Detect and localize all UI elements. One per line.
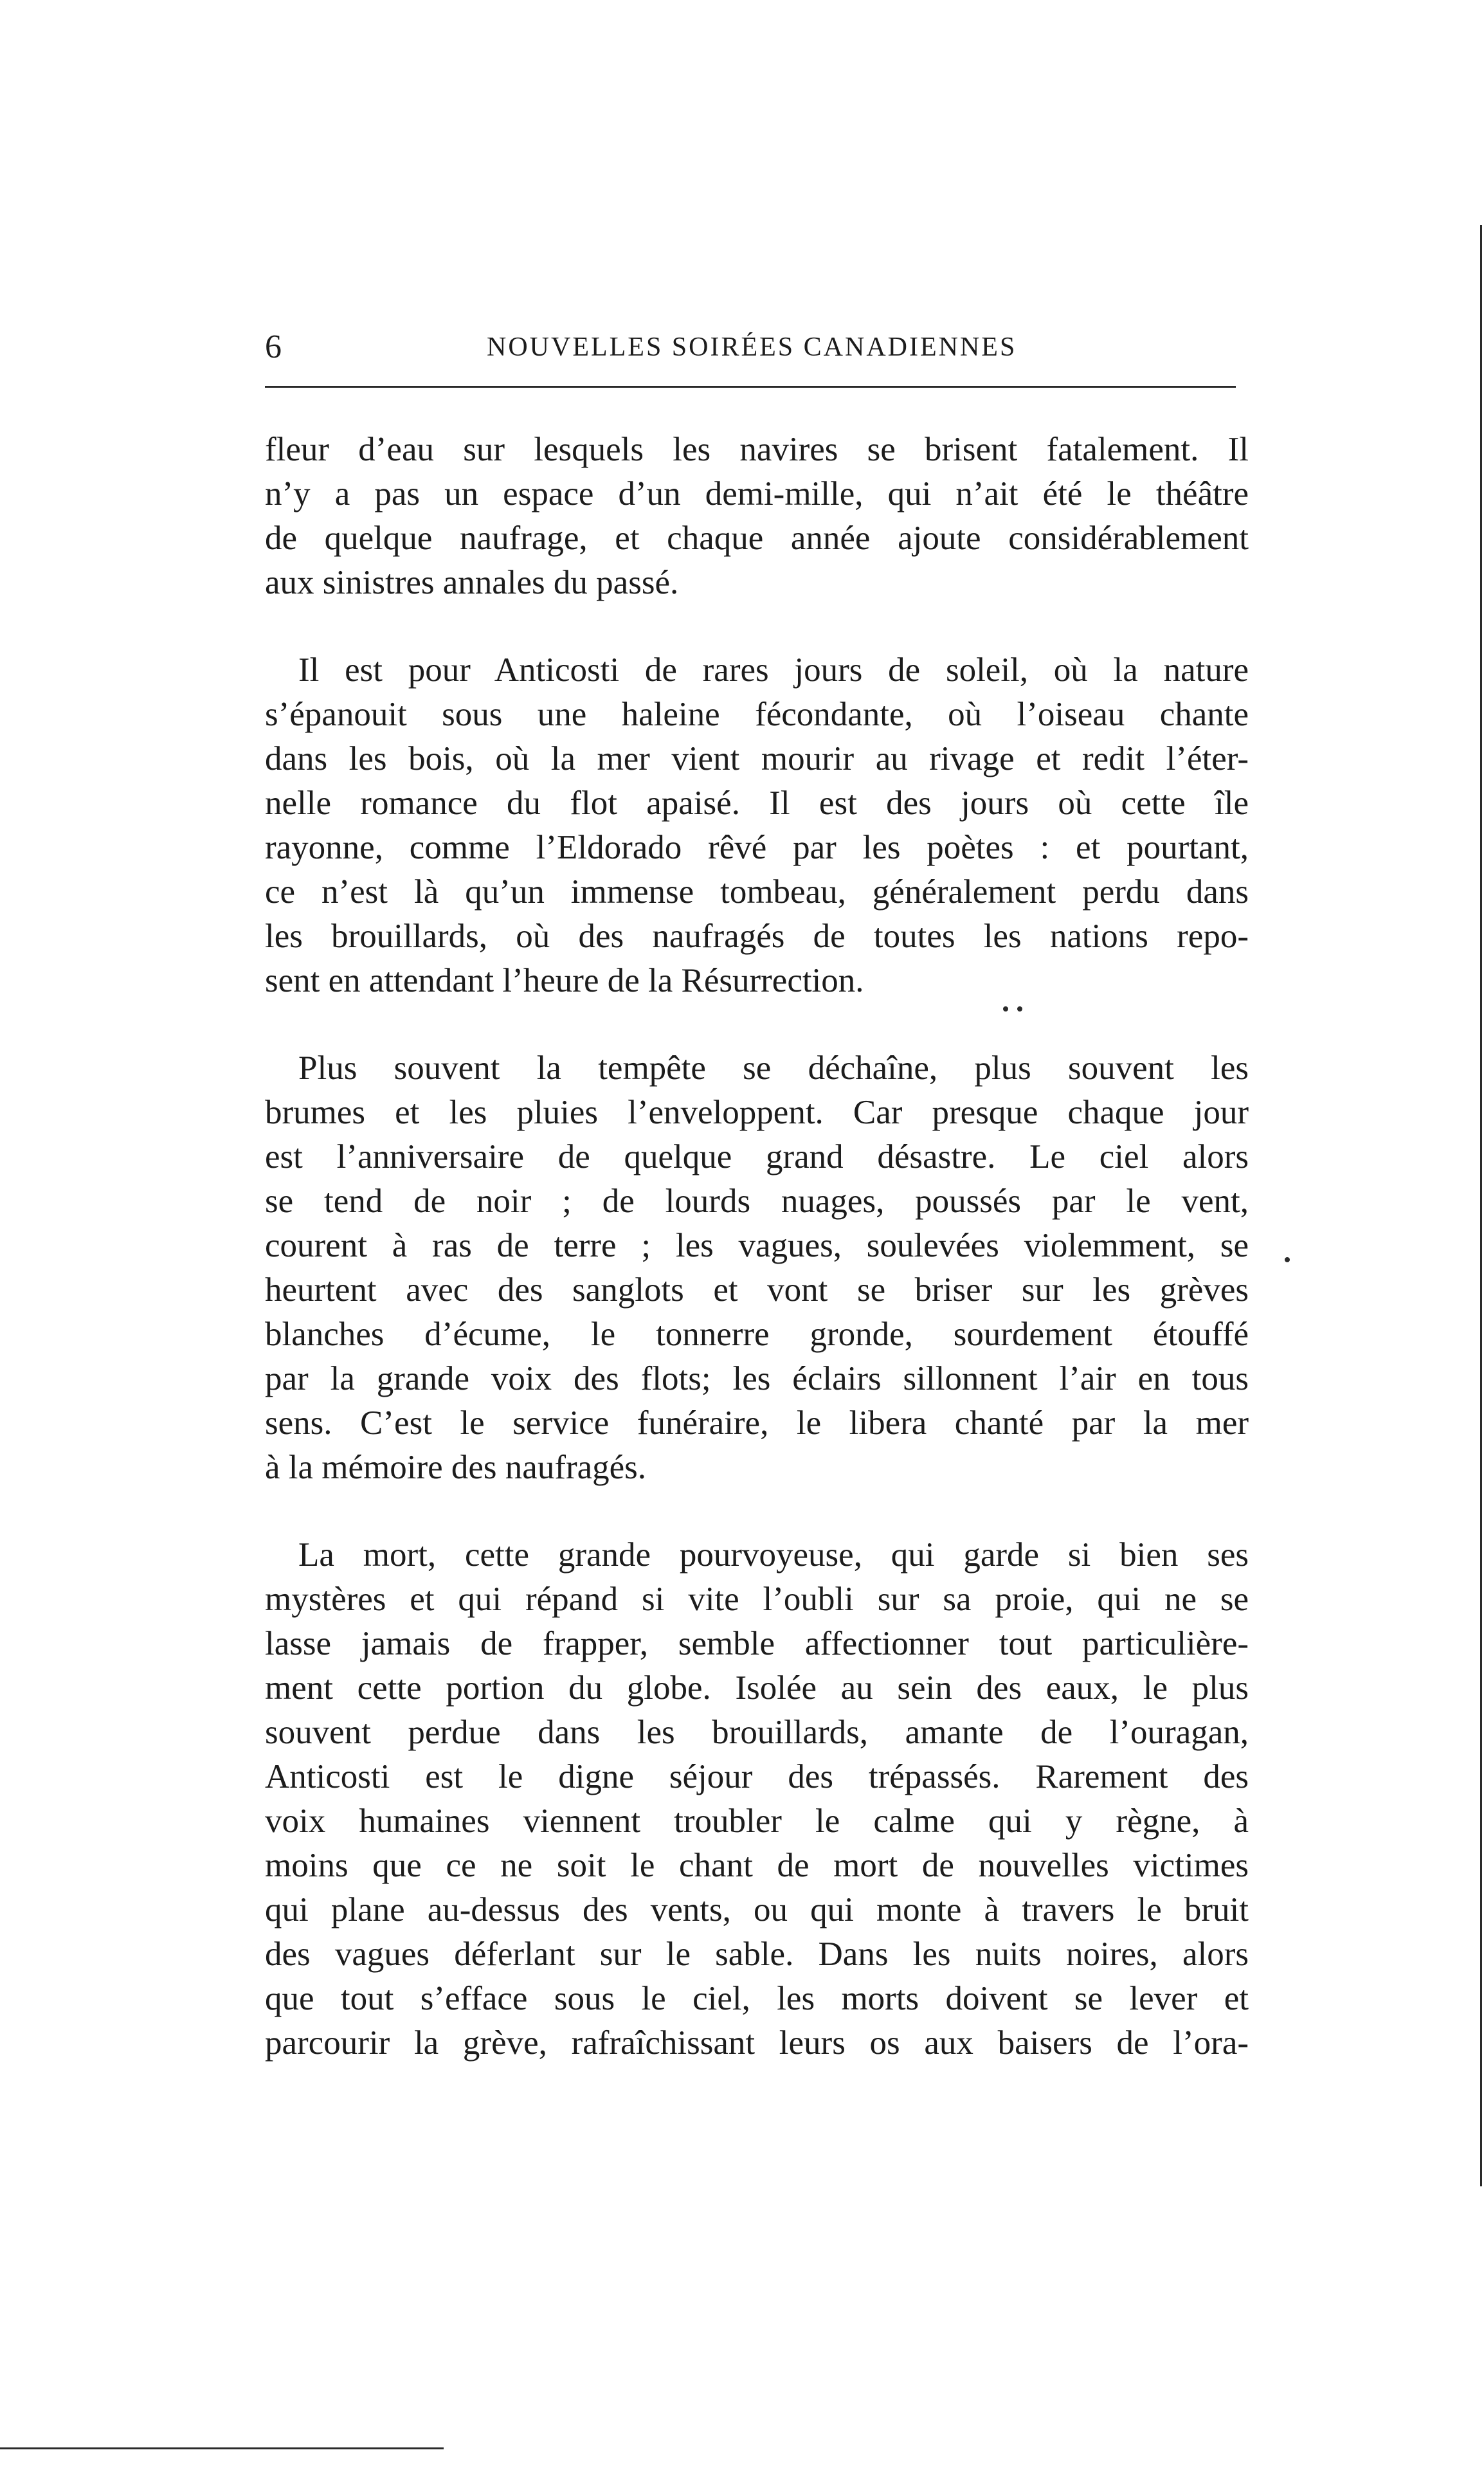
paragraph-4 (265, 1533, 1249, 2065)
text-line: heurtent avec des sanglots et vont se briser sur les grèves (265, 1271, 1249, 1309)
text-line: à la mémoire des naufragés. (265, 1449, 647, 1486)
header-rule (265, 386, 1236, 388)
text-line: voix humaines viennent troubler le calme qui y règne, à (265, 1802, 1249, 1840)
text-line: des vagues déferlant sur le sable. Dans les nuits noires, alors (265, 1936, 1249, 1973)
text-line: rayonne, comme l’Eldorado rêvé par les poètes : et pourtant, (265, 829, 1249, 866)
running-head (265, 325, 1249, 370)
text-line: lasse jamais de frapper, semble affectionner tout particulière- (265, 1625, 1249, 1662)
text-line: n’y a pas un espace d’un demi-mille, qui n’ait été le théâtre (265, 475, 1249, 513)
text-line: aux sinistres annales du passé. (265, 564, 679, 601)
page-number: 6 (265, 329, 282, 365)
text-line: parcourir la grève, rafraîchissant leurs os aux baisers de l’ora- (265, 2024, 1249, 2062)
text-line: que tout s’efface sous le ciel, les morts doivent se lever et (265, 1980, 1249, 2017)
text-line: sens. C’est le service funéraire, le libera chanté par la mer (265, 1404, 1249, 1442)
book-page (265, 325, 1249, 2062)
ink-speck (1017, 1006, 1022, 1012)
text-line: Anticosti est le digne séjour des trépassés. Rarement des (265, 1758, 1249, 1795)
text-line: courent à ras de terre ; les vagues, soulevées violemment, se (265, 1227, 1249, 1264)
running-title: NOUVELLES SOIRÉES CANADIENNES (487, 332, 1017, 362)
ink-speck (1285, 1257, 1290, 1262)
text-line: La mort, cette grande pourvoyeuse, qui garde si bien ses (298, 1536, 1249, 1574)
ink-speck (1003, 1006, 1008, 1012)
text-line: mystères et qui répand si vite l’oubli sur sa proie, qui ne se (265, 1581, 1249, 1618)
text-line: moins que ce ne soit le chant de mort de nouvelles victimes (265, 1847, 1249, 1884)
body-text (265, 428, 1249, 2109)
text-line: s’épanouit sous une haleine fécondante, où l’oiseau chante (265, 696, 1249, 733)
text-line: qui plane au-dessus des vents, ou qui monte à travers le bruit (265, 1891, 1249, 1928)
text-line: ment cette portion du globe. Isolée au sein des eaux, le plus (265, 1669, 1249, 1707)
text-line: nelle romance du flot apaisé. Il est des jours où cette île (265, 785, 1249, 822)
text-line: de quelque naufrage, et chaque année ajoute considérablement (265, 520, 1249, 557)
text-line: fleur d’eau sur lesquels les navires se brisent fatalement. Il (265, 431, 1249, 468)
text-line: blanches d’écume, le tonnerre gronde, sourdement étouffé (265, 1316, 1249, 1353)
text-line: Plus souvent la tempête se déchaîne, plus souvent les (298, 1049, 1249, 1087)
text-line: ce n’est là qu’un immense tombeau, généralement perdu dans (265, 873, 1249, 911)
scan-edge-line-right (1480, 225, 1482, 2186)
text-line: est l’anniversaire de quelque grand désastre. Le ciel alors (265, 1138, 1249, 1175)
text-line: par la grande voix des flots; les éclairs sillonnent l’air en tous (265, 1360, 1249, 1397)
text-line: dans les bois, où la mer vient mourir au rivage et redit l’éter- (265, 740, 1249, 777)
text-line: se tend de noir ; de lourds nuages, poussés par le vent, (265, 1183, 1249, 1220)
scan-edge-line-bottom (0, 2447, 444, 2449)
text-line: brumes et les pluies l’enveloppent. Car presque chaque jour (265, 1094, 1249, 1131)
paragraph-1 (265, 428, 1249, 605)
paragraph-3 (265, 1046, 1249, 1490)
paragraph-2 (265, 648, 1249, 1003)
text-line: Il est pour Anticosti de rares jours de soleil, où la nature (298, 651, 1249, 689)
text-line: les brouillards, où des naufragés de toutes les nations repo- (265, 918, 1249, 955)
text-line: sent en attendant l’heure de la Résurrection. (265, 962, 864, 999)
text-line: souvent perdue dans les brouillards, amante de l’ouragan, (265, 1714, 1249, 1751)
